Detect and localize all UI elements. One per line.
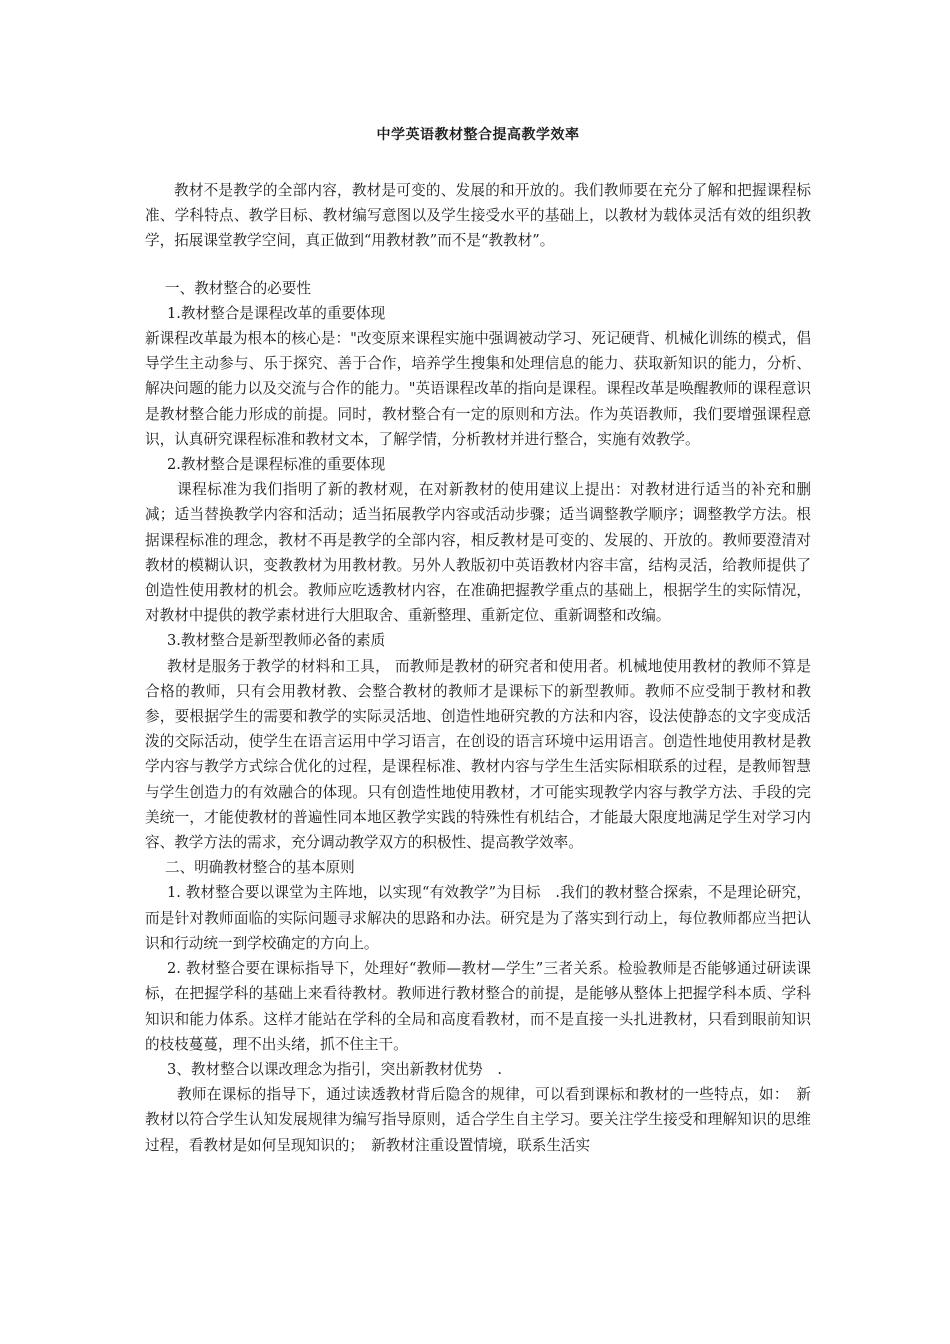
document-title: 中学英语教材整合提高教学效率 [376,127,580,143]
section2-item3-body: 教师在课标的指导下，通过读透教材背后隐含的规律，可以看到课标和教材的一些特点，如： 新教材以符合学生认知发展规律为编写指导原则，适合学生自主学习。要关注学生接受和理解知识的思维过程，看教材是如何呈现知识的； 新教材注重设置情境，联系生活实 [145,1086,811,1154]
document-page [145,124,811,1158]
section1-sub2-heading: 2.教材整合是课程标准的重要体现 [167,456,386,474]
section1-sub2-body: 课程标准为我们指明了新的教材观，在对新教材的使用建议上提出：对教材进行适当的补充和删减；适当替换教学内容和活动；适当拓展教学内容或活动步骤；适当调整教学顺序；调整教学方法。根据课程标准的理念，教材不再是教学的全部内容，相反教材是可变的、发展的、开放的。教师要澄清对教材的模糊认识，变教教材为用教材教。另外人教版初中英语教材内容丰富，结构灵活，给教师提供了创造性使用教材的机会。教师应吃透教材内容，在准确把握教学重点的基础上，根据学生的实际情况，对教材中提供的教学素材进行大胆取舍、重新整理、重新定位、重新调整和改编。 [145,481,811,625]
section1-sub1-body: 新课程改革最为根本的核心是："改变原来课程实施中强调被动学习、死记硬背、机械化训练的模式，倡导学生主动参与、乐于探究、善于合作，培养学生搜集和处理信息的能力、获取新知识的能力，分析、解决问题的能力以及交流与合作的能力。"英语课程改革的指向是课程。课程改革是唤醒教师的课程意识是教材整合能力形成的前提。同时，教材整合有一定的原则和方法。作为英语教师，我们要增强课程意识，认真研究课程标准和教材文本，了解学情，分析教材并进行整合，实施有效教学。 [145,330,811,448]
section1-sub3-heading: 3.教材整合是新型教师必备的素质 [167,632,386,650]
section1-sub3-body: 教材是服务于教学的材料和工具， 而教师是教材的研究者和使用者。机械地使用教材的教师不算是合格的教师，只有会用教材教、会整合教材的教师才是课标下的新型教师。教师不应受制于教材和教参，要根据学生的需要和教学的实际灵活地、创造性地研究教的方法和内容，设法使静态的文字变成活泼的交际活动，使学生在语言运用中学习语言，在创设的语言环境中运用语言。创造性地使用教材是教学内容与教学方式综合优化的过程，是课程标准、教材内容与学生生活实际相联系的过程，是教师智慧与学生创造力的有效融合的体现。只有创造性地使用教材，才可能实现教学内容与教学方法、手段的完美统一，才能使教材的普遍性同本地区教学实践的特殊性有机结合，才能最大限度地满足学生对学习内容、教学方法的需求，充分调动教学双方的积极性、提高教学效率。 [145,657,811,852]
section1-heading: 一、教材整合的必要性 [165,279,311,297]
section2-item3-heading: 3、教材整合以课改理念为指引，突出新教材优势 . [167,1060,502,1078]
paragraph-gap [145,254,811,276]
intro-paragraph: 教材不是教学的全部内容，教材是可变的、发展的和开放的。我们教师要在充分了解和把握课程标准、学科特点、教学目标、教材编写意图以及学生接受水平的基础上，以教材为载体灵活有效的组织教学，拓展课堂教学空间，真正做到“用教材教”而不是“教教材”。 [145,182,811,250]
section2-item1: 1. 教材整合要以课堂为主阵地，以实现“有效教学”为目标 .我们的教材整合探索，不是理论研究，而是针对教师面临的实际问题寻求解决的思路和办法。研究是为了落实到行动上，每位教师都应当把认识和行动统一到学校确定的方向上。 [145,884,811,952]
section2-item2: 2. 教材整合要在课标指导下，处理好“教师—教材—学生”三者关系。检验教师是否能够通过研读课标，在把握学科的基础上来看待教材。教师进行教材整合的前提，是能够从整体上把握学科本质、学科知识和能力体系。这样才能站在学科的全局和高度看教材，而不是直接一头扎进教材，只看到眼前知识的枝枝蔓蔓，理不出头绪，抓不住主干。 [145,960,811,1053]
section1-sub1-heading: 1.教材整合是课程改革的重要体现 [167,304,386,322]
section2-heading: 二、明确教材整合的基本原则 [165,859,355,877]
